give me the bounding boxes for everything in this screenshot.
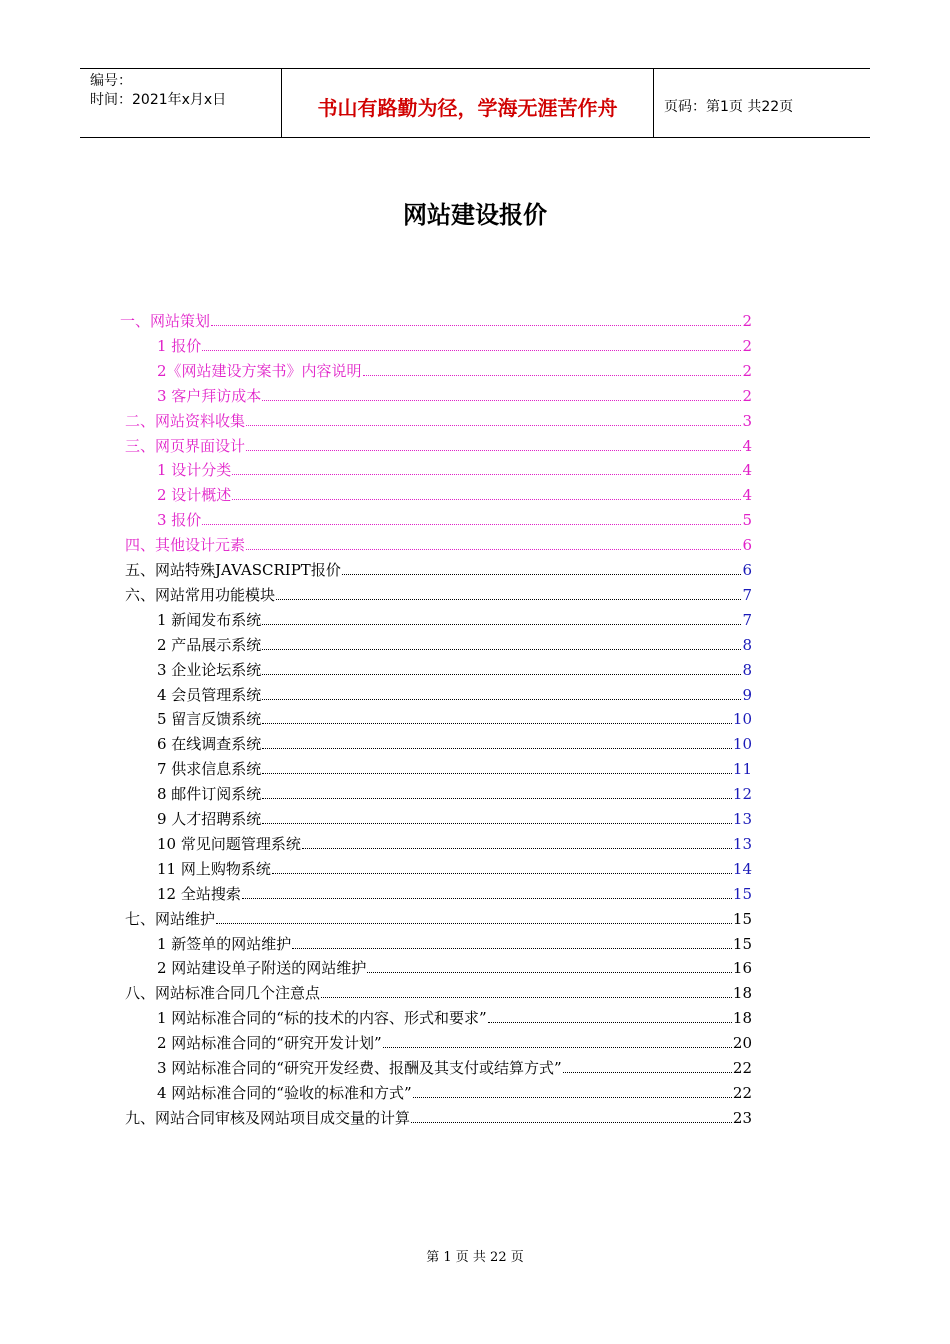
toc-entry-label: 3 网站标准合同的“研究开发经费、报酬及其支付或结算方式” <box>157 1059 562 1077</box>
toc-entry[interactable] <box>125 982 752 1004</box>
toc-entry-label: 2 网站建设单子附送的网站维护 <box>157 959 367 978</box>
toc-page-number: 12 <box>732 785 752 804</box>
header-page-info: 页码：第1页 共22页 <box>664 99 794 115</box>
toc-dot-leader <box>276 598 741 600</box>
toc-entry[interactable] <box>157 833 752 855</box>
toc-entry-label: 1 网站标准合同的“标的技术的内容、形式和要求” <box>157 1009 487 1028</box>
toc-page-number: 9 <box>742 685 752 704</box>
toc-entry-label: 4 网站标准合同的“验收的标准和方式” <box>157 1083 412 1102</box>
toc-entry[interactable] <box>157 659 752 681</box>
toc-entry-label: 1 新闻发布系统 <box>157 610 262 629</box>
toc-page-number: 4 <box>742 461 752 480</box>
toc-page-number: 18 <box>732 1009 752 1028</box>
toc-dot-leader <box>202 523 741 525</box>
toc-dot-leader <box>211 324 741 326</box>
toc-entry-label: 1 设计分类 <box>157 461 232 480</box>
toc-entry[interactable] <box>157 509 752 531</box>
toc-dot-leader <box>246 548 741 550</box>
toc-dot-leader <box>411 1121 732 1123</box>
toc-entry[interactable] <box>125 534 752 556</box>
toc-page-number: 8 <box>742 635 752 654</box>
toc-page-number: 11 <box>732 760 752 779</box>
toc-entry[interactable] <box>157 957 752 979</box>
toc-entry-label: 8 邮件订阅系统 <box>157 785 262 804</box>
toc-page-number: 15 <box>732 909 752 928</box>
toc-entry-label: 二、网站资料收集 <box>125 411 246 430</box>
toc-page-number: 20 <box>732 1034 752 1053</box>
toc-page-number: 15 <box>732 934 752 953</box>
toc-entry[interactable] <box>125 559 752 581</box>
toc-page-number: 14 <box>732 859 752 878</box>
toc-entry[interactable] <box>157 484 752 506</box>
toc-entry-label: 九、网站合同审核及网站项目成交量的计算 <box>125 1108 411 1127</box>
page-footer: 第 1 页 共 22 页 <box>426 1250 524 1265</box>
toc-page-number: 23 <box>732 1108 752 1127</box>
toc-entry-label: 3 客户拜访成本 <box>157 386 262 405</box>
toc-entry[interactable] <box>157 634 752 656</box>
toc-dot-leader <box>563 1071 732 1073</box>
toc-dot-leader <box>292 947 732 949</box>
toc-entry-label: 2 网站标准合同的“研究开发计划” <box>157 1034 382 1053</box>
toc-page-number: 13 <box>732 810 752 828</box>
toc-entry-label: 1 新签单的网站维护 <box>157 934 292 953</box>
toc-page-number: 7 <box>742 610 752 629</box>
toc-entry-label: 1 报价 <box>157 336 202 355</box>
toc-entry-label: 2《网站建设方案书》内容说明 <box>157 361 362 380</box>
toc-entry[interactable] <box>157 783 752 805</box>
toc-page-number: 10 <box>732 710 752 729</box>
toc-dot-leader <box>383 1046 732 1048</box>
toc-entry[interactable] <box>125 1107 752 1129</box>
toc-dot-leader <box>232 498 741 500</box>
toc-entry[interactable] <box>125 410 752 432</box>
toc-entry-label: 11 网上购物系统 <box>157 859 271 878</box>
toc-entry[interactable] <box>157 1032 752 1054</box>
toc-entry-label: 2 设计概述 <box>157 486 232 505</box>
toc-dot-leader <box>262 698 741 700</box>
toc-entry-label: 五、网站特殊JAVASCRIPT报价 <box>125 561 341 579</box>
toc-page-number: 5 <box>742 511 752 530</box>
toc-dot-leader <box>246 449 741 451</box>
toc-entry[interactable] <box>157 933 752 955</box>
toc-page-number: 22 <box>732 1083 752 1102</box>
toc-dot-leader <box>302 847 732 849</box>
toc-dot-leader <box>216 922 732 924</box>
toc-entry-label: 3 报价 <box>157 511 202 530</box>
toc-dot-leader <box>262 822 732 824</box>
toc-dot-leader <box>367 971 732 973</box>
toc-entry[interactable] <box>157 858 752 880</box>
toc-entry-label: 三、网页界面设计 <box>125 436 246 455</box>
toc-entry[interactable] <box>157 360 752 382</box>
toc-page-number: 2 <box>742 336 752 355</box>
toc-dot-leader <box>262 673 741 675</box>
toc-dot-leader <box>262 648 741 650</box>
toc-entry[interactable] <box>157 609 752 631</box>
toc-entry-label: 4 会员管理系统 <box>157 685 262 704</box>
toc-entry-label: 3 企业论坛系统 <box>157 660 262 679</box>
toc-entry[interactable] <box>157 758 752 780</box>
toc-page-number: 3 <box>742 411 752 430</box>
toc-dot-leader <box>262 747 732 749</box>
toc-entry[interactable] <box>157 883 752 905</box>
toc-dot-leader <box>262 623 741 625</box>
toc-page-number: 18 <box>732 984 752 1003</box>
toc-entry-label: 八、网站标准合同几个注意点 <box>125 984 321 1003</box>
toc-entry-label: 四、其他设计元素 <box>125 536 246 555</box>
toc-page-number: 22 <box>732 1059 752 1077</box>
toc-page-number: 8 <box>742 660 752 679</box>
toc-page-number: 13 <box>732 834 752 853</box>
toc-entry[interactable] <box>157 684 752 706</box>
toc-dot-leader <box>262 722 732 724</box>
toc-dot-leader <box>262 399 741 401</box>
toc-entry[interactable] <box>157 385 752 407</box>
toc-dot-leader <box>246 424 741 426</box>
toc-page-number: 10 <box>732 735 752 754</box>
toc-dot-leader <box>342 573 742 575</box>
toc-entry[interactable] <box>157 708 752 730</box>
toc-dot-leader <box>413 1096 732 1098</box>
toc-entry-label: 六、网站常用功能模块 <box>125 585 276 604</box>
toc-dot-leader <box>363 374 742 376</box>
toc-entry-label: 5 留言反馈系统 <box>157 710 262 729</box>
toc-entry-label: 6 在线调查系统 <box>157 735 262 754</box>
toc-dot-leader <box>262 797 732 799</box>
toc-entry[interactable] <box>120 310 752 332</box>
toc-entry[interactable] <box>157 733 752 755</box>
toc-page-number: 7 <box>742 585 752 604</box>
toc-entry[interactable] <box>157 335 752 357</box>
toc-entry-label: 一、网站策划 <box>120 312 211 330</box>
toc-page-number: 6 <box>742 536 752 555</box>
toc-page-number: 6 <box>742 561 752 579</box>
toc-page-number: 2 <box>742 361 752 380</box>
toc-entry-label: 10 常见问题管理系统 <box>157 834 301 853</box>
toc-dot-leader <box>262 772 732 774</box>
toc-entry[interactable] <box>125 584 752 606</box>
toc-entry[interactable] <box>157 808 752 830</box>
document-number-label: 编号： <box>90 73 132 89</box>
page-header <box>80 68 870 138</box>
toc-dot-leader <box>232 473 741 475</box>
toc-entry-label: 9 人才招聘系统 <box>157 810 262 828</box>
toc-page-number: 4 <box>742 486 752 505</box>
toc-page-number: 4 <box>742 436 752 455</box>
toc-page-number: 2 <box>742 312 752 330</box>
header-motto: 书山有路勤为径，学海无涯苦作舟 <box>282 69 654 137</box>
toc-entry[interactable] <box>157 1057 752 1079</box>
toc-entry-label: 2 产品展示系统 <box>157 635 262 654</box>
toc-entry[interactable] <box>125 908 752 930</box>
toc-dot-leader <box>242 897 732 899</box>
document-date-label: 时间：2021年x月x日 <box>90 92 227 108</box>
document-title: 网站建设报价 <box>403 201 547 229</box>
toc-entry-label: 12 全站搜索 <box>157 884 241 903</box>
toc-entry-label: 七、网站维护 <box>125 909 216 928</box>
toc-dot-leader <box>202 349 741 351</box>
toc-dot-leader <box>321 996 732 998</box>
toc-page-number: 15 <box>732 884 752 903</box>
toc-page-number: 2 <box>742 386 752 405</box>
header-meta <box>80 69 282 137</box>
toc-entry[interactable] <box>157 1082 752 1104</box>
toc-entry[interactable] <box>157 1007 752 1029</box>
toc-dot-leader <box>272 872 732 874</box>
toc-entry[interactable] <box>157 459 752 481</box>
toc-entry[interactable] <box>125 435 752 457</box>
toc-page-number: 16 <box>732 959 752 978</box>
toc-entry-label: 7 供求信息系统 <box>157 760 262 779</box>
toc-dot-leader <box>488 1021 732 1023</box>
